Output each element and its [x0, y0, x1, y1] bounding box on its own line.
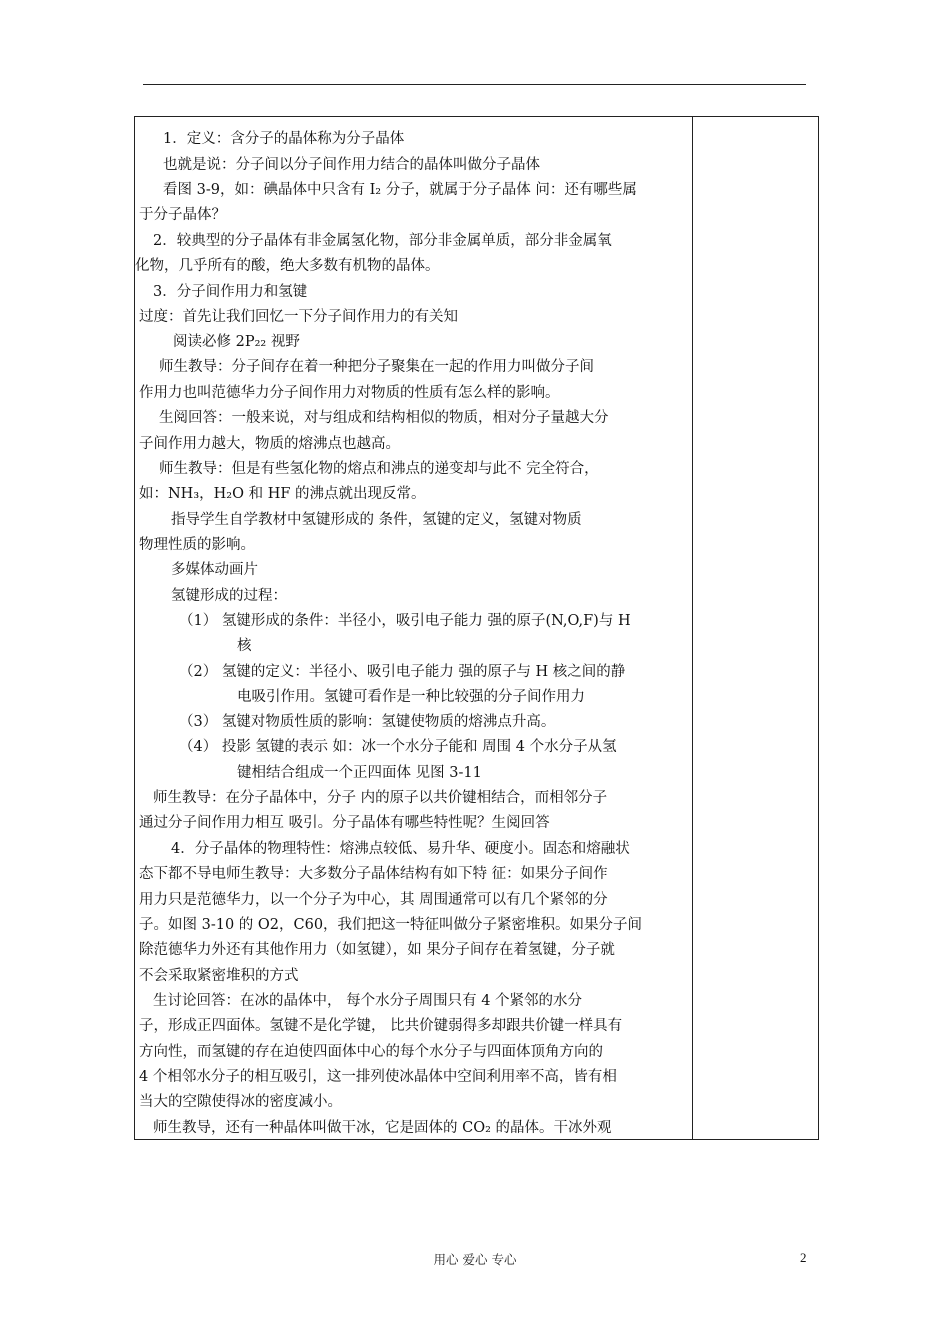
text-line: 键相结合组成一个正四面体 见图 3-11 — [237, 765, 482, 781]
text-line: 也就是说：分子间以分子间作用力结合的晶体叫做分子晶体 — [163, 157, 540, 173]
text-line: 4．分子晶体的物理特性：熔沸点较低、易升华、硬度小。固态和熔融状 — [171, 841, 630, 857]
text-line: 于分子晶体？ — [139, 207, 226, 223]
text-line: （1） 氢键形成的条件：半径小，吸引电子能力 强的原子(N,O,F)与 H — [179, 613, 631, 629]
text-line: 师生教导：分子间存在着一种把分子聚集在一起的作用力叫做分子间 — [159, 359, 594, 375]
text-line: 核 — [237, 638, 252, 654]
text-line: （2） 氢键的定义：半径小、吸引电子能力 强的原子与 H 核之间的静 — [179, 664, 626, 680]
text-line: 化物，几乎所有的酸，绝大多数有机物的晶体。 — [135, 258, 440, 274]
text-line: 师生教导：在分子晶体中，分子 内的原子以共价键相结合，而相邻分子 — [153, 790, 608, 806]
page-footer: 用心 爱心 专心 — [433, 1252, 517, 1267]
text-line: 电吸引作用。氢键可看作是一种比较强的分子间作用力 — [237, 689, 585, 705]
text-line: 如：NH₃，H₂O 和 HF 的沸点就出现反常。 — [139, 486, 426, 502]
text-line: 除范德华力外还有其他作用力（如氢键），如 果分子间存在着氢键，分子就 — [139, 942, 615, 958]
lesson-table — [134, 116, 819, 1140]
text-line: 看图 3-9，如：碘晶体中只含有 I₂ 分子，就属于分子晶体 问：还有哪些属 — [163, 182, 637, 198]
text-line: 指导学生自学教材中氢键形成的 条件，氢键的定义，氢键对物质 — [171, 512, 582, 528]
text-line: 1．定义：含分子的晶体称为分子晶体 — [163, 131, 405, 147]
text-line: 态下都不导电师生教导：大多数分子晶体结构有如下特 征：如果分子间作 — [139, 866, 608, 882]
text-line: 阅读必修 2P₂₂ 视野 — [173, 334, 300, 350]
text-line: 3．分子间作用力和氢键 — [153, 284, 308, 300]
text-line: 物理性质的影响。 — [139, 537, 255, 553]
header-rule — [143, 84, 806, 85]
text-line: 2．较典型的分子晶体有非金属氢化物，部分非金属单质，部分非金属氧 — [153, 233, 612, 249]
text-line: 用力只是范德华力，以一个分子为中心，其 周围通常可以有几个紧邻的分 — [139, 892, 608, 908]
text-line: 通过分子间作用力相互 吸引。分子晶体有哪些特性呢？生阅回答 — [139, 815, 550, 831]
column-divider — [692, 117, 693, 1139]
text-line: 不会采取紧密堆积的方式 — [139, 968, 299, 984]
text-line: 作用力也叫范德华力分子间作用力对物质的性质有怎么样的影响。 — [139, 385, 560, 401]
text-line: 多媒体动画片 — [171, 562, 258, 578]
text-line: （3） 氢键对物质性质的影响：氢键使物质的熔沸点升高。 — [179, 714, 556, 730]
text-line: 子间作用力越大，物质的熔沸点也越高。 — [139, 436, 400, 452]
text-line: 生讨论回答：在冰的晶体中， 每个水分子周围只有 4 个紧邻的水分 — [153, 993, 583, 1009]
text-line: 子。如图 3-10 的 O2，C60，我们把这一特征叫做分子紧密堆积。如果分子间 — [139, 917, 643, 933]
text-line: 师生教导：但是有些氢化物的熔点和沸点的递变却与此不 完全符合， — [159, 461, 599, 477]
text-line: 生阅回答：一般来说，对与组成和结构相似的物质，相对分子量越大分 — [159, 410, 609, 426]
text-line: （4） 投影 氢键的表示 如：冰一个水分子能和 周围 4 个水分子从氢 — [179, 739, 617, 755]
text-line: 子，形成正四面体。氢键不是化学键， 比共价键弱得多却跟共价键一样具有 — [139, 1018, 623, 1034]
text-line: 氢键形成的过程： — [171, 588, 287, 604]
text-line: 过度：首先让我们回忆一下分子间作用力的有关知 — [139, 309, 458, 325]
text-line: 师生教导，还有一种晶体叫做干冰，它是固体的 CO₂ 的晶体。干冰外观 — [153, 1120, 612, 1136]
page-number: 2 — [800, 1250, 807, 1265]
text-line: 方向性，而氢键的存在迫使四面体中心的每个水分子与四面体顶角方向的 — [139, 1044, 603, 1060]
text-line: 当大的空隙使得冰的密度减小。 — [139, 1094, 342, 1110]
text-line: 4 个相邻水分子的相互吸引，这一排列使冰晶体中空间利用率不高，皆有相 — [139, 1069, 617, 1085]
